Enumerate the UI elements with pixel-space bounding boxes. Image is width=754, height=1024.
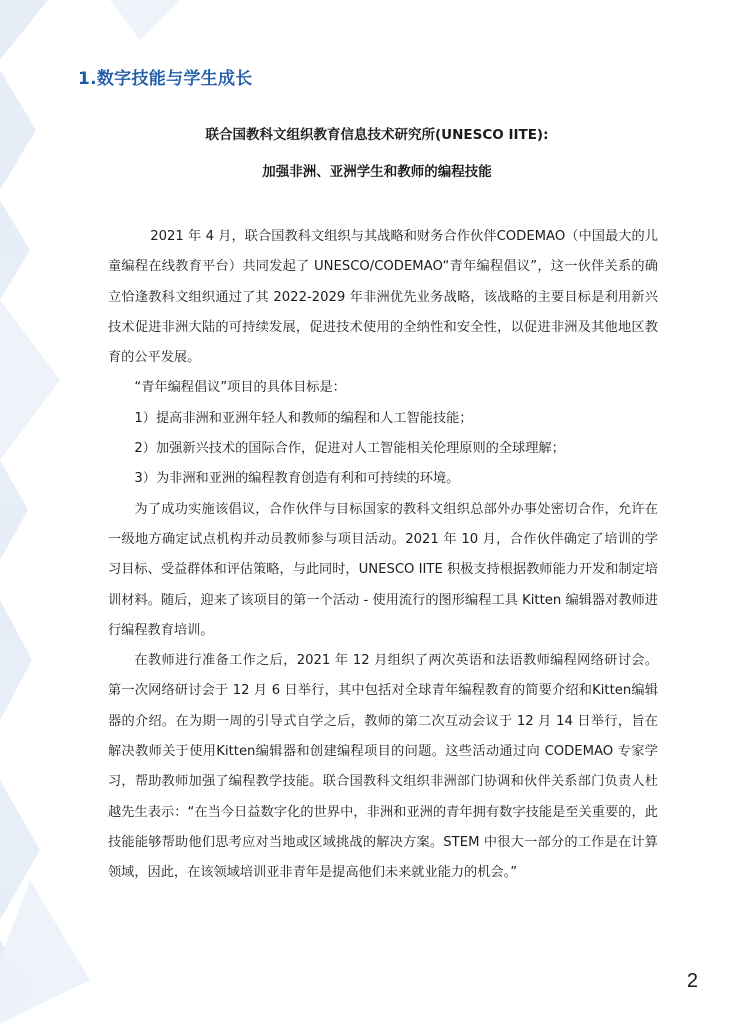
article-body bbox=[108, 222, 658, 889]
article-title-line-2: 加强非洲、亚洲学生和教师的编程技能 bbox=[262, 164, 492, 180]
paragraph-1: 2021 年 4 月，联合国教科文组织与其战略和财务合作伙伴CODEMAO（中国最大的儿童编程在线教育平台）共同发起了 UNESCO/CODEMAO“青年编程倡议”，这一伙伴关系的确立恰逢教科文组织通过了其 2022-2029 年非洲优先业务战略，该战略的主要目标是利用新兴技术促进非洲大陆的可持续发展，促进技术使用的全纳性和安全性，以促进非洲及其他地区教育的公平发展。 bbox=[108, 229, 658, 366]
page-number: 2 bbox=[686, 970, 698, 992]
list-item: 1）提高非洲和亚洲年轻人和教师的编程和人工智能技能； bbox=[134, 410, 473, 426]
paragraph-2: “青年编程倡议”项目的具体目标是： bbox=[134, 380, 346, 396]
paragraph-3: 为了成功实施该倡议，合作伙伴与目标国家的教科文组织总部外办事处密切合作，允许在一级地方确定试点机构并动员教师参与项目活动。2021 年 10 月，合作伙伴确定了培训的学习目标、受益群体和评估策略，与此同时，UNESCO IITE 积极支持根据教师能力开发和制定培训材料。随后，迎来了该项目的第一个活动 - 使用流行的图形编程工具 Kitten 编辑器对教师进行编程教育培训。 bbox=[108, 501, 658, 638]
paragraph-4: 在教师进行准备工作之后，2021 年 12 月组织了两次英语和法语教师编程网络研讨会。第一次网络研讨会于 12 月 6 日举行，其中包括对全球青年编程教育的简要介绍和Kitten编辑器的介绍。在为期一周的引导式自学之后，教师的第二次互动会议于 12 月 14 日举行，旨在解决教师关于使用Kitten编辑器和创建编程项目的问题。这些活动通过向 CODEMAO 专家学习，帮助教师加强了编程教学技能。联合国教科文组织非洲部门协调和伙伴关系部门负责人杜越先生表示：“在当今日益数字化的世界中，非洲和亚洲的青年拥有数字技能是至关重要的，此技能能够帮助他们思考应对当地或区域挑战的解决方案。STEM 中很大一部分的工作是在计算领域，因此，在该领域培训亚非青年是提高他们未来就业能力的机会。” bbox=[108, 653, 658, 881]
section-heading: 1.数字技能与学生成长 bbox=[78, 69, 253, 89]
article-title-line-1: 联合国教科文组织教育信息技术研究所(UNESCO IITE): bbox=[205, 127, 549, 143]
list-item: 2）加强新兴技术的国际合作，促进对人工智能相关伦理原则的全球理解； bbox=[134, 441, 565, 457]
list-item: 3）为非洲和亚洲的编程教育创造有利和可持续的环境。 bbox=[134, 471, 460, 487]
